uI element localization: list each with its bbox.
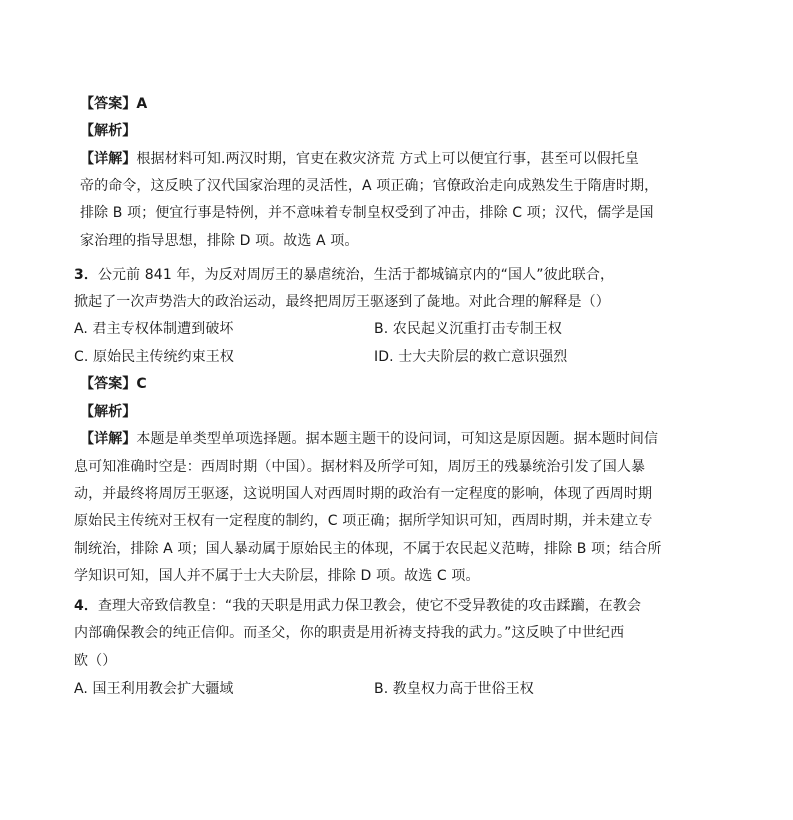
answer-value: A <box>136 96 148 112</box>
answer-value: C <box>136 376 147 392</box>
q3-option-a: A. 君主专权体制遭到破坏 <box>74 321 234 337</box>
q4-stem-line-3: 欧（） <box>74 653 117 669</box>
answer-label: 【答案】 <box>80 376 137 392</box>
q3-option-c: C. 原始民主传统约束王权 <box>74 349 234 365</box>
question-number: 4． <box>74 598 98 614</box>
q3-analysis-label: 【解析】 <box>80 404 137 420</box>
q3-answer <box>80 374 147 394</box>
detail-label: 【详解】 <box>80 431 137 447</box>
q3-detail-line-5: 制统治，排除 A 项；国人暴动属于原始民主的体现，不属于农民起义范畴，排除 B 项；结合所 <box>74 541 662 557</box>
q2-detail-line-4: 家治理的指导思想，排除 D 项。故选 A 项。 <box>80 233 359 249</box>
q3-detail-line-2: 息可知准确时空是：西周时期（中国）。据材料及所学可知，周厉王的残暴统治引发了国人暴 <box>74 459 646 475</box>
stem-text: 查理大帝致信教皇：“我的天职是用武力保卫教会，使它不受异教徒的攻击蹂躏，在教会 <box>97 598 642 614</box>
q2-answer <box>80 94 147 114</box>
answer-label: 【答案】 <box>80 96 137 112</box>
detail-text: 本题是单类型单项选择题。据本题主题干的设问词，可知这是原因题。据本题时间信 <box>136 431 659 447</box>
q4-option-a: A. 国王利用教会扩大疆域 <box>74 681 234 697</box>
q4-stem-line-2: 内部确保教会的纯正信仰。而圣父，你的职责是用祈祷支持我的武力。”这反映了中世纪西 <box>74 625 625 641</box>
q3-stem-line-2: 掀起了一次声势浩大的政治运动，最终把周厉王驱逐到了彘地。对此合理的解释是（） <box>74 294 610 310</box>
q3-detail-line-4: 原始民主传统对王权有一定程度的制约，C 项正确；据所学知识可知，西周时期，并未建立专 <box>74 513 653 529</box>
detail-text: 根据材料可知.两汉时期，官吏在救灾济荒 方式上可以便宜行事，甚至可以假托皇 <box>136 151 640 167</box>
q2-detail-line-3: 排除 B 项；便宜行事是特例，并不意味着专制皇权受到了冲击，排除 C 项；汉代，儒学是国 <box>80 205 654 221</box>
q3-detail-line-6: 学知识可知，国人并不属于士大夫阶层，排除 D 项。故选 C 项。 <box>74 568 480 584</box>
q2-detail-line-1 <box>80 149 639 169</box>
q3-option-b: B. 农民起义沉重打击专制王权 <box>374 321 563 337</box>
detail-label: 【详解】 <box>80 151 137 167</box>
q3-detail-line-1 <box>80 429 658 449</box>
q3-option-d: ID. 士大夫阶层的救亡意识强烈 <box>374 349 568 365</box>
stem-text: 公元前 841 年，为反对周厉王的暴虐统治，生活于都城镐京内的“国人”彼此联合， <box>97 267 615 283</box>
q4-option-b: B. 教皇权力高于世俗王权 <box>374 681 534 697</box>
q4-stem-line-1 <box>74 596 641 616</box>
q3-stem-line-1 <box>74 265 614 285</box>
q3-detail-line-3: 动，并最终将周厉王驱逐，这说明国人对西周时期的政治有一定程度的影响，体现了西周时期 <box>74 486 653 502</box>
q2-analysis-label: 【解析】 <box>80 123 137 139</box>
question-number: 3． <box>74 267 98 283</box>
q2-detail-line-2: 帝的命令，这反映了汉代国家治理的灵活性，A 项正确；官僚政治走向成熟发生于隋唐时期， <box>80 178 659 194</box>
